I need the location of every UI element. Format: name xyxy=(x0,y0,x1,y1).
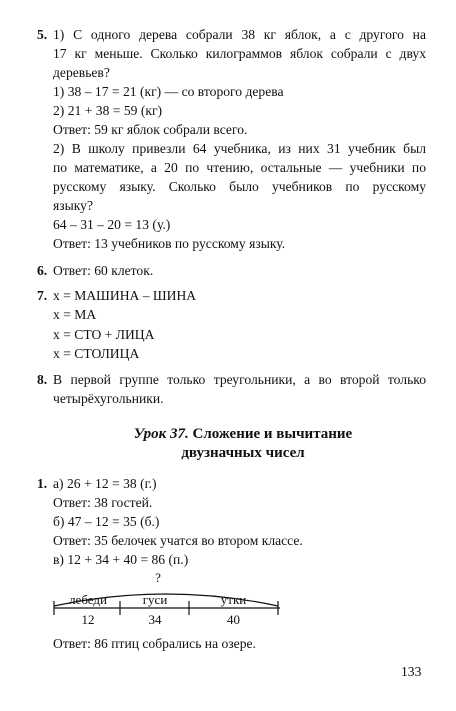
task-1-c-answer: Ответ: 86 птиц собрались на озере. xyxy=(53,636,256,651)
task-8-line1: В первой группе только треугольники, а во второй только xyxy=(53,372,426,387)
task-5-part1-line3: деревьев? xyxy=(53,65,110,80)
task-8-number: 8. xyxy=(37,372,48,387)
task-5-number: 5. xyxy=(37,27,48,42)
diagram-segment-label-geese: гуси xyxy=(142,592,168,607)
task-5-part2-line3: русскому языку. Сколько было учебников по русскому xyxy=(53,179,426,194)
task-5-part2-line4: языку? xyxy=(53,198,93,213)
diagram-segment-value-swans: 12 xyxy=(81,612,95,627)
task-5-part1-line1: 1) С одного дерева собрали 38 кг яблок, а с другого на xyxy=(53,27,426,42)
lesson-title-line1 xyxy=(60,424,426,444)
task-7-line2: x = МА xyxy=(53,307,97,322)
task-8-line2: четырёхугольники. xyxy=(53,391,164,406)
diagram-segment-value-geese: 34 xyxy=(148,612,162,627)
task-7-line4: x = СТОЛИЦА xyxy=(53,346,140,361)
lesson-title-line2: двузначных чисел xyxy=(181,445,305,461)
task-5-part1-line2: 17 кг меньше. Сколько килограммов яблок собрали с двух xyxy=(53,46,426,61)
task-1-b-answer: Ответ: 35 белочек учатся во втором классе. xyxy=(53,533,303,548)
diagram-segment-value-ducks: 40 xyxy=(227,612,240,627)
task-5-part2-calc: 64 – 31 – 20 = 13 (у.) xyxy=(53,217,171,232)
task-5-part1-answer: Ответ: 59 кг яблок собрали всего. xyxy=(53,122,248,137)
task-1-number: 1. xyxy=(37,476,48,491)
task-5-part2-line1: 2) В школу привезли 64 учебника, из них 31 учебник был xyxy=(53,141,426,156)
task-5-part1-calc1: 1) 38 – 17 = 21 (кг) — со второго дерева xyxy=(53,84,284,99)
task-1-a-expression: а) 26 + 12 = 38 (г.) xyxy=(53,476,157,491)
task-7-line3: x = СТО + ЛИЦА xyxy=(53,327,155,342)
task-1-b-expression: б) 47 – 12 = 35 (б.) xyxy=(53,514,160,529)
task-5-part2-answer: Ответ: 13 учебников по русскому языку. xyxy=(53,236,286,251)
task-5-part1-calc2: 2) 21 + 38 = 59 (кг) xyxy=(53,103,163,118)
diagram-segment-label-ducks: утки xyxy=(220,592,247,607)
task-7-line1: x = МАШИНА – ШИНА xyxy=(53,288,197,303)
task-6-answer: Ответ: 60 клеток. xyxy=(53,263,154,278)
task-6-number: 6. xyxy=(37,263,48,278)
diagram-segment-label-swans: лебеди xyxy=(69,592,107,607)
task-1-c-expression: в) 12 + 34 + 40 = 86 (п.) xyxy=(53,552,189,567)
lesson-label: Урок 37. xyxy=(133,426,189,442)
task-5-part2-line2: по математике, а 20 по чтению, остальные — учебники по xyxy=(53,160,426,175)
page-number: 133 xyxy=(401,664,422,679)
task-7-number: 7. xyxy=(37,288,48,303)
diagram-total-question: ? xyxy=(155,570,161,585)
lesson-title-part1: Сложение и вычитание xyxy=(188,426,353,442)
task-1-a-answer: Ответ: 38 гостей. xyxy=(53,495,153,510)
